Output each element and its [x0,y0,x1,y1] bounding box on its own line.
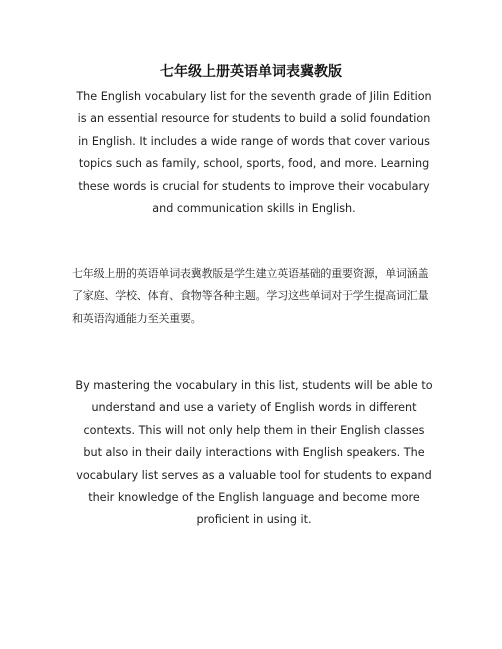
paragraph-english-intro: The English vocabulary list for the seventh grade of Jilin Edition is an essential resource for students to build a solid foundation in English. It includes a wide range of words that cover various topics such as family, school, sports, food, and more. Learning these words is crucial for students to improve their vocabulary and communication skills in English. [76,90,432,216]
paragraph-chinese-summary: 七年级上册的英语单词表冀教版是学生建立英语基础的重要资源，单词涵盖了家庭、学校、体育、食物等各种主题。学习这些单词对于学生提高词汇量和英语沟通能力至关重要。 [72,267,429,325]
paragraph-english-mastery: By mastering the vocabulary in this list, students will be able to understand and use a variety of English words in different contexts. This will not only help them in their English classes but also in their daily interactions with English speakers. The vocabulary list serves as a valuable tool for students to expand their knowledge of the English language and become more proficient in using it. [75,379,433,527]
document-title: 七年级上册英语单词表冀教版 [160,64,342,80]
